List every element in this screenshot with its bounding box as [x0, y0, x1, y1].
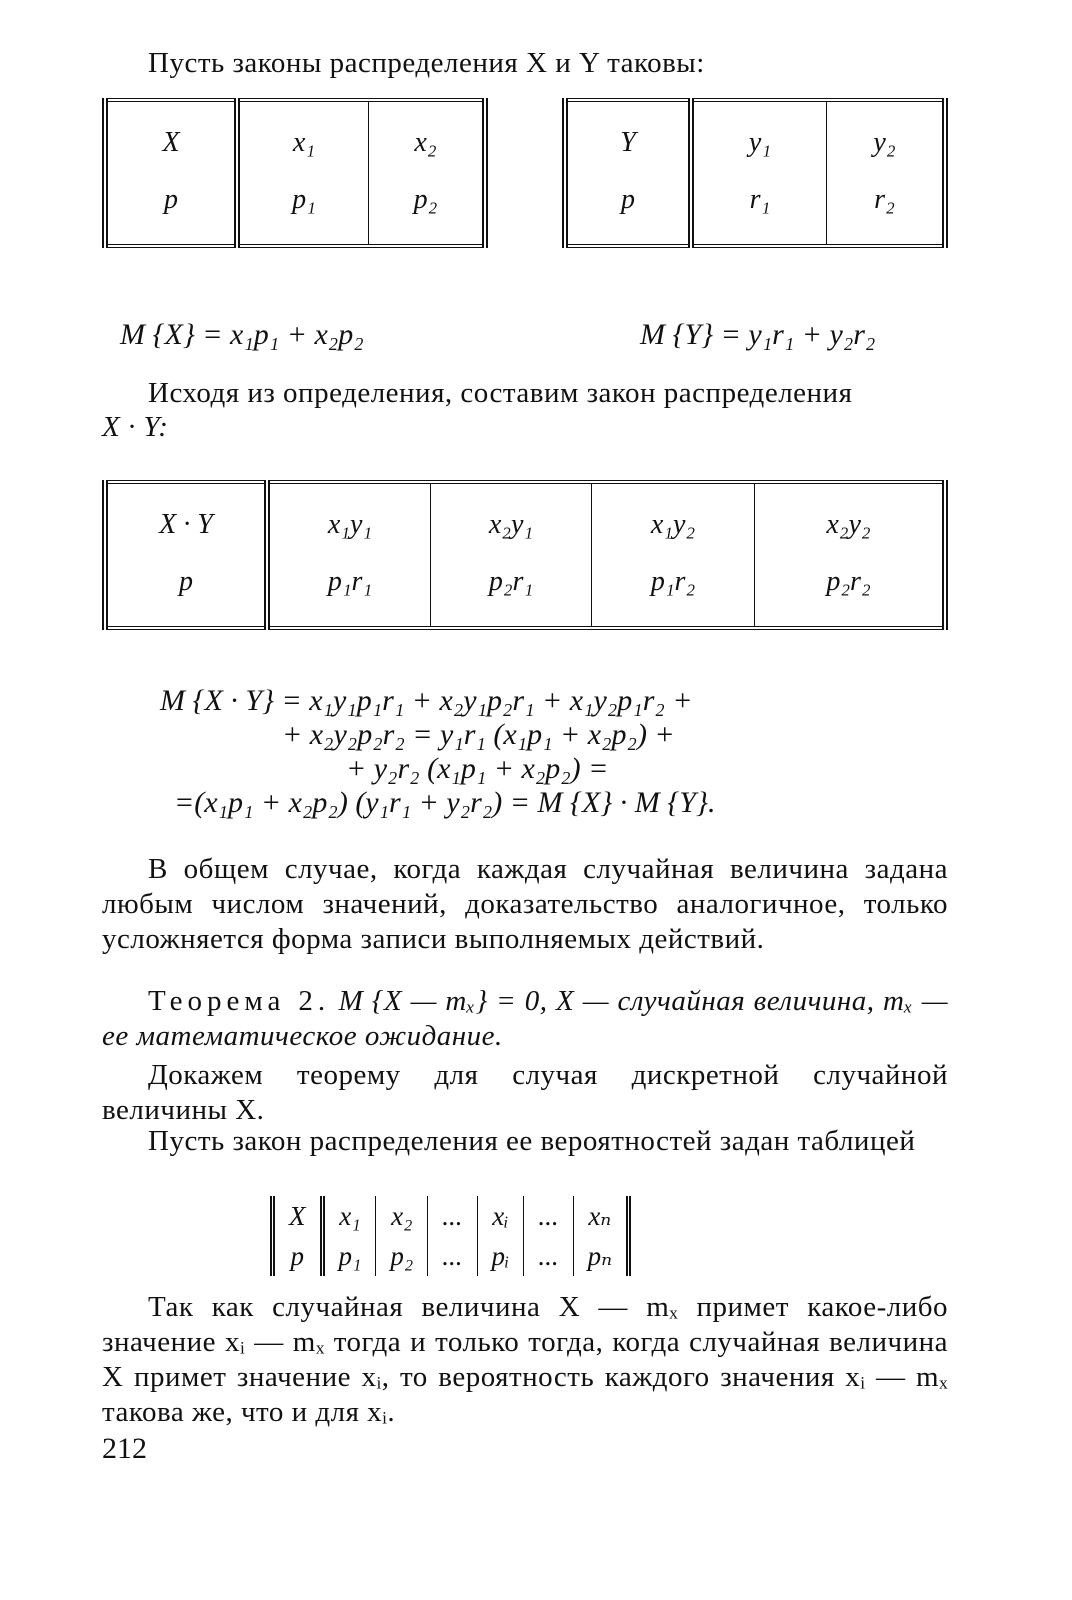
table-cell: p₂: [369, 184, 486, 246]
table-cell: Y: [565, 100, 691, 184]
table-cell: xᵢ: [477, 1196, 524, 1236]
expectation-x-formula: M {X} = x₁p₁ + x₂p₂: [120, 318, 364, 351]
distribution-table-xy: [102, 480, 948, 630]
theorem-statement: X — случайная величина, mₓ — ее математическое ожидание.: [102, 985, 949, 1052]
table-cell: X: [273, 1196, 323, 1236]
table-cell: y₂: [827, 100, 946, 184]
table-cell: p₂r₂: [755, 566, 946, 628]
table-cell: x₂y₁: [431, 482, 592, 566]
table-cell: p: [565, 184, 691, 246]
table-cell: p₁: [237, 184, 369, 246]
theorem-paragraph: [102, 984, 948, 1054]
table-cell: r₁: [691, 184, 827, 246]
table-cell: x₂: [376, 1196, 428, 1236]
table-cell: p₂r₁: [431, 566, 592, 628]
table-cell: p: [105, 184, 237, 246]
distribution-table-x: [102, 98, 488, 248]
proof-line-2: + x₂y₂p₂r₂ = y₁r₁ (x₁p₁ + x₂p₂) +: [282, 718, 675, 751]
table-cell: x₁: [322, 1196, 376, 1236]
table-cell: x₁: [237, 100, 369, 184]
table-cell: x₁y₁: [267, 482, 431, 566]
prove-paragraph: Докажем теорему для случая дискретной случайной величины X.: [102, 1059, 948, 1126]
table-cell: ...: [524, 1236, 573, 1276]
table-cell: xₙ: [573, 1196, 628, 1236]
given-paragraph: Пусть закон распределения ее вероятностей задан таблицей: [148, 1125, 916, 1157]
final-paragraph: Так как случайная величина X — mₓ примет какое-либо значение xᵢ — mₓ тогда и только тогда, когда случайная величина X примет значение xᵢ, то вероятность каждого значения xᵢ — mₓ такова же, что и для xᵢ.: [102, 1291, 948, 1428]
product-label: X · Y:: [102, 411, 169, 443]
theorem-formula: M {X — mₓ} = 0,: [338, 985, 548, 1017]
table-cell: pₙ: [573, 1236, 628, 1276]
theorem-label: Теорема 2.: [148, 985, 331, 1017]
proof-line-1: M {X · Y} = x₁y₁p₁r₁ + x₂y₁p₂r₁ + x₁y₂p₁r₂ +: [160, 684, 693, 717]
distribution-table-y: [562, 98, 948, 248]
table-cell: p₁: [322, 1236, 376, 1276]
general-distribution-table: [270, 1196, 631, 1276]
definition-line-1: Исходя из определения, составим закон распределения: [148, 377, 853, 409]
table-cell: y₁: [691, 100, 827, 184]
proof-line-3: + y₂r₂ (x₁p₁ + x₂p₂) =: [346, 752, 609, 785]
table-cell: x₂y₂: [755, 482, 946, 566]
table-cell: p₂: [376, 1236, 428, 1276]
expectation-y-formula: M {Y} = y₁r₁ + y₂r₂: [640, 318, 876, 351]
table-cell: X · Y: [105, 482, 267, 566]
table-cell: ...: [428, 1196, 477, 1236]
table-cell: x₁y₂: [592, 482, 755, 566]
table-cell: p: [105, 566, 267, 628]
table-cell: X: [105, 100, 237, 184]
table-cell: x₂: [369, 100, 486, 184]
page-number: 212: [102, 1432, 147, 1465]
definition-line-2: [102, 410, 948, 445]
table-cell: ...: [524, 1196, 573, 1236]
table-cell: p₁r₁: [267, 566, 431, 628]
table-cell: p₁r₂: [592, 566, 755, 628]
table-cell: r₂: [827, 184, 946, 246]
general-case-paragraph: В общем случае, когда каждая случайная величина задана любым числом значений, доказательство аналогичное, только усложняется форма записи выполняемых действий.: [102, 853, 948, 955]
proof-line-4: =(x₁p₁ + x₂p₂) (y₁r₁ + y₂r₂) = M {X} · M {Y}.: [174, 786, 716, 819]
table-cell: pᵢ: [477, 1236, 524, 1276]
table-cell: ...: [428, 1236, 477, 1276]
table-cell: p: [273, 1236, 323, 1276]
intro-text: Пусть законы распределения X и Y таковы:: [148, 47, 705, 79]
